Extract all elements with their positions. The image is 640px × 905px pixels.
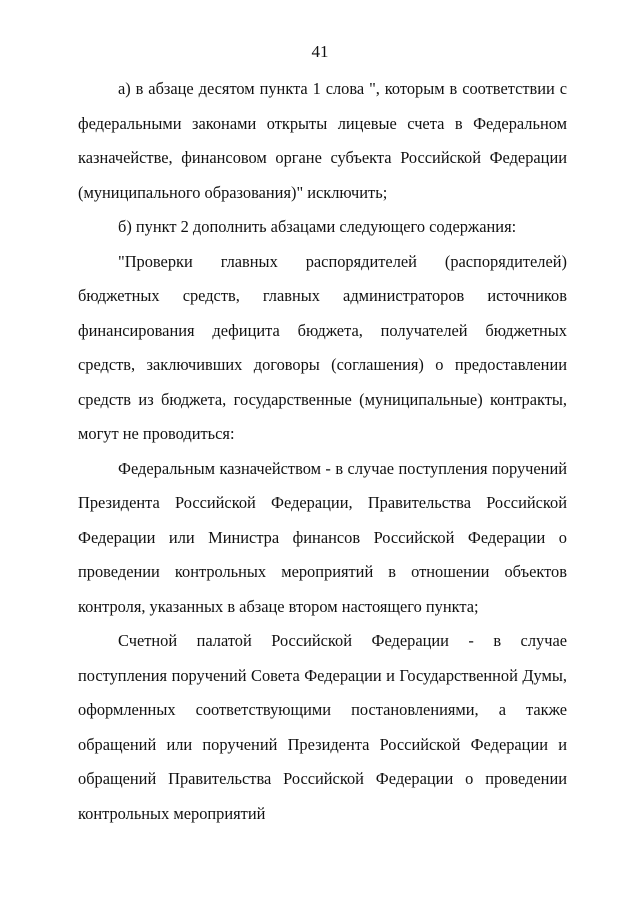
paragraph-checks: "Проверки главных распорядителей (распорядителей) бюджетных средств, главных администраторов источников финансирования дефицита бюджета, получателей бюджетных средств, заключивших договоры (соглашения) о предоставлении средств из бюджета, государственные (муниципальные) контракты, могут не проводиться: (78, 251, 567, 443)
paragraph-accounts-chamber: Счетной палатой Российской Федерации - в случае поступления поручений Совета Федерации и Государственной Думы, оформленных соответствующими постановлениями, а также обращений или поручений Президента Российской Федерации и обращений Правительства Российской Федерации о проведении контрольных мероприятий (78, 631, 567, 823)
page-number: 41 (311, 42, 329, 61)
paragraph-b: б) пункт 2 дополнить абзацами следующего содержания: (118, 217, 517, 236)
document-body (78, 72, 567, 831)
paragraph-treasury: Федеральным казначейством - в случае поступления поручений Президента Российской Федерации, Правительства Российской Федерации или Министра финансов Российской Федерации о проведении контрольных мероприятий в отношении объектов контроля, указанных в абзаце втором настоящего пункта; (78, 458, 567, 616)
paragraph-a: а) в абзаце десятом пункта 1 слова ", которым в соответствии с федеральными законами открыты лицевые счета в Федеральном казначействе, финансовом органе субъекта Российской Федерации (муниципального образования)" исключить; (78, 79, 567, 202)
